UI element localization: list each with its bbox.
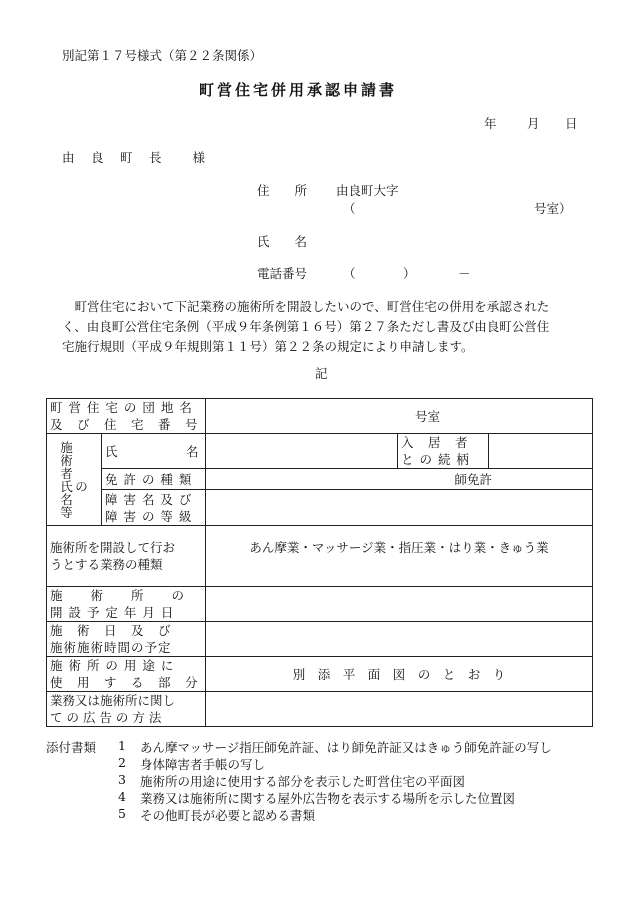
document-title: 町営住宅併用承認申請書: [199, 81, 398, 99]
attachment-item: その他町長が必要と認める書類: [140, 808, 316, 823]
attachment-number: 1: [118, 738, 126, 753]
practitioner-name-label: 氏 名: [102, 434, 206, 469]
complex-and-unit-field[interactable]: 号室: [206, 399, 593, 434]
usage-area-field[interactable]: 別 添 平 面 図 の と お り: [206, 657, 593, 692]
address-label: 住 所: [257, 183, 308, 198]
intro-paragraph: [62, 297, 592, 357]
attachment-item: 身体障害者手帳の写し: [140, 757, 266, 772]
intro-line: く、由良町公営住宅条例（平成９年条例第１６号）第２７条ただし書及び由良町公営住: [62, 319, 550, 334]
advertising-label: 業務又は施術所に関し て の 広 告 の 方 法: [47, 692, 206, 727]
opening-date-label: 施 術 所 の 開 設 予 定 年 月 日: [47, 587, 206, 622]
ki-heading: 記: [315, 366, 328, 381]
advertising-field[interactable]: [206, 692, 593, 727]
license-type-field[interactable]: 師免許: [206, 469, 593, 490]
opening-date-field[interactable]: [206, 587, 593, 622]
disability-label: 障 害 名 及 び 障 害 の 等 級: [102, 490, 206, 526]
attachment-item: あん摩マッサージ指圧師免許証、はり師免許証又はきゅう師免許証の写し: [140, 740, 552, 755]
room-suffix: 号室）: [534, 201, 572, 216]
business-type-field[interactable]: あん摩業・マッサージ業・指圧業・はり業・きゅう業: [206, 526, 593, 587]
date-month: 月: [527, 116, 540, 131]
schedule-label: 施 術 日 及 び 施術施術時間の予定: [47, 622, 206, 657]
attachment-number: 4: [118, 789, 126, 804]
date-day: 日: [565, 116, 578, 131]
room-paren-open: （: [343, 201, 356, 216]
practitioner-group-label: 施 術 者 氏 の 名 等: [47, 434, 102, 526]
addressee: 由 良 町 長 様: [62, 150, 208, 165]
address-value: 由良町大字: [336, 183, 399, 198]
phone-open: （: [343, 266, 356, 281]
intro-line: 宅施行規則（平成９年規則第１１号）第２２条の規定により申請します。: [62, 339, 474, 354]
schedule-field[interactable]: [206, 622, 593, 657]
name-label: 氏 名: [257, 234, 308, 249]
attachment-number: 3: [118, 772, 126, 787]
relation-label: 入 居 者 と の 続 柄: [398, 434, 489, 469]
phone-dash: －: [458, 266, 471, 281]
disability-field[interactable]: [206, 490, 593, 526]
attachments-heading: 添付書類: [46, 740, 97, 755]
relation-field[interactable]: [489, 434, 593, 469]
attachment-number: 5: [118, 806, 126, 821]
license-type-label: 免 許 の 種 類: [102, 469, 206, 490]
business-type-label: 施術所を開設して行お うとする業務の種類: [47, 526, 206, 587]
form-reference: 別記第１７号様式（第２２条関係）: [62, 48, 263, 63]
date-year: 年: [484, 116, 497, 131]
attachment-item: 施術所の用途に使用する部分を表示した町営住宅の平面図: [140, 774, 466, 789]
practitioner-name-field[interactable]: [206, 434, 398, 469]
phone-close: ）: [403, 266, 416, 281]
attachment-number: 2: [118, 755, 126, 770]
phone-label: 電話番号: [257, 266, 308, 281]
complex-and-unit-label: 町 営 住 宅 の 団 地 名 及 び 住 宅 番 号: [47, 399, 206, 434]
intro-line: 町営住宅において下記業務の施術所を開設したいので、町営住宅の併用を承認された: [62, 299, 550, 314]
usage-area-label: 施 術 所 の 用 途 に 使 用 す る 部 分: [47, 657, 206, 692]
application-table: [46, 398, 593, 727]
attachment-item: 業務又は施術所に関する屋外広告物を表示する場所を示した位置図: [140, 791, 516, 806]
